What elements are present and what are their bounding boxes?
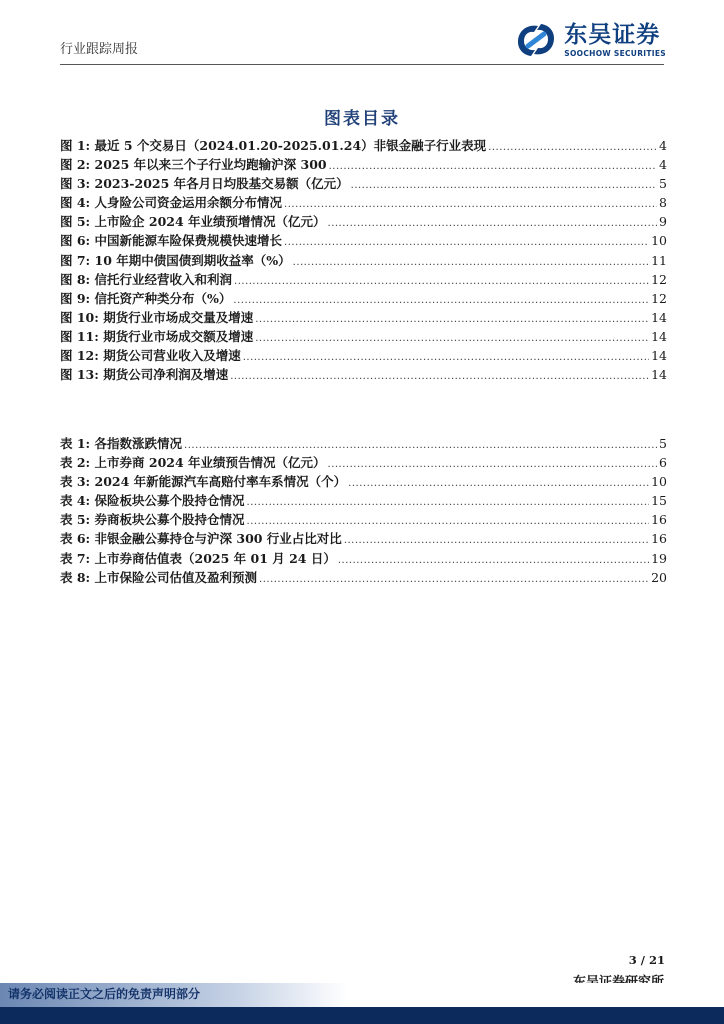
dot-leader — [488, 142, 657, 153]
dot-leader — [234, 276, 649, 287]
dot-leader — [348, 478, 649, 489]
toc-entry-figure-9[interactable] — [60, 289, 667, 308]
dot-leader — [344, 535, 649, 546]
toc-entry-figure-11[interactable] — [60, 327, 667, 346]
toc-entry-page: 5 — [659, 176, 667, 192]
toc-entry-label: 图 12: 期货公司营业收入及增速 — [60, 348, 241, 364]
toc-entry-figure-3[interactable] — [60, 174, 667, 193]
toc-entry-label: 图 7: 10 年期中债国债到期收益率（%） — [60, 252, 291, 268]
toc-entry-page: 16 — [651, 512, 667, 528]
toc-entry-label: 图 9: 信托资产种类分布（%） — [60, 290, 232, 306]
toc-entry-table-3[interactable] — [60, 472, 667, 491]
dot-leader — [247, 516, 650, 527]
figure-list — [60, 136, 667, 384]
toc-entry-table-8[interactable] — [60, 568, 667, 587]
logo-english-name: SOOCHOW SECURITIES — [564, 48, 666, 58]
toc-entry-label: 图 4: 人身险公司资金运用余额分布情况 — [60, 195, 283, 211]
toc-entry-figure-2[interactable] — [60, 155, 667, 174]
dot-leader — [328, 459, 658, 470]
dot-leader — [328, 218, 658, 229]
toc-entry-label: 图 2: 2025 年以来三个子行业均跑输沪深 300 — [60, 157, 327, 173]
toc-entry-label: 图 8: 信托行业经营收入和利润 — [60, 271, 233, 287]
dot-leader — [230, 371, 649, 382]
dot-leader — [184, 440, 657, 451]
toc-entry-label: 表 1: 各指数涨跌情况 — [60, 436, 183, 451]
toc-entry-table-4[interactable] — [60, 491, 667, 510]
toc-entry-table-5[interactable] — [60, 510, 667, 529]
toc-entry-page: 14 — [651, 367, 667, 383]
dot-leader — [255, 314, 649, 325]
toc-entry-label: 表 5: 券商板块公募个股持仓情况 — [60, 512, 245, 528]
logo-chinese-name: 东吴证券 — [564, 21, 661, 48]
toc-entry-page: 4 — [659, 157, 667, 173]
dot-leader — [259, 574, 649, 585]
toc-entry-label: 图 3: 2023-2025 年各月日均股基交易额（亿元） — [60, 176, 349, 192]
toc-entry-label: 图 6: 中国新能源车险保费规模快速增长 — [60, 233, 283, 249]
toc-entry-label: 图 5: 上市险企 2024 年业绩预增情况（亿元） — [60, 214, 326, 230]
toc-entry-label: 表 4: 保险板块公募个股持仓情况 — [60, 493, 245, 509]
toc-entry-figure-7[interactable] — [60, 251, 667, 270]
toc-entry-page: 19 — [651, 550, 667, 566]
toc-entry-figure-4[interactable] — [60, 193, 667, 212]
dot-leader — [284, 237, 649, 248]
toc-entry-table-2[interactable] — [60, 453, 667, 472]
toc-entry-label: 表 6: 非银金融公募持仓与沪深 300 行业占比对比 — [60, 531, 342, 547]
table-list — [60, 434, 667, 587]
toc-entry-page: 8 — [659, 195, 667, 211]
toc-entry-label: 表 2: 上市券商 2024 年业绩预告情况（亿元） — [60, 455, 326, 471]
toc-entry-page: 10 — [651, 233, 667, 249]
toc-entry-page: 14 — [651, 309, 667, 325]
dot-leader — [284, 199, 657, 210]
dot-leader — [247, 497, 650, 508]
toc-entry-label: 图 11: 期货行业市场成交额及增速 — [60, 328, 254, 344]
dot-leader — [255, 333, 649, 344]
dot-leader — [233, 295, 649, 306]
toc-entry-page: 12 — [651, 290, 667, 306]
toc-entry-page: 5 — [659, 436, 667, 451]
toc-entry-label: 表 7: 上市券商估值表（2025 年 01 月 24 日） — [60, 550, 336, 566]
toc-entry-label: 表 8: 上市保险公司估值及盈利预测 — [60, 569, 258, 585]
toc-entry-page: 4 — [659, 138, 667, 153]
toc-entry-table-6[interactable] — [60, 529, 667, 548]
toc-entry-page: 6 — [659, 455, 667, 471]
toc-entry-page: 20 — [651, 569, 667, 585]
toc-entry-page: 14 — [651, 348, 667, 364]
toc-entry-figure-6[interactable] — [60, 231, 667, 250]
toc-entry-page: 9 — [659, 214, 667, 230]
footer-disclaimer[interactable]: 请务必阅读正文之后的免责声明部分 — [8, 987, 201, 1001]
page-number: 3 / 21 — [628, 953, 665, 967]
toc-entry-page: 15 — [651, 493, 667, 509]
dot-leader — [351, 180, 657, 191]
dot-leader — [243, 352, 649, 363]
toc-entry-figure-12[interactable] — [60, 346, 667, 365]
toc-entry-label: 图 10: 期货行业市场成交量及增速 — [60, 309, 254, 325]
footer-band — [0, 1007, 724, 1024]
toc-entry-figure-13[interactable] — [60, 365, 667, 384]
dot-leader — [293, 257, 649, 268]
toc-entry-figure-10[interactable] — [60, 308, 667, 327]
toc-entry-page: 16 — [651, 531, 667, 547]
toc-entry-label: 表 3: 2024 年新能源汽车高赔付率车系情况（个） — [60, 474, 347, 490]
toc-entry-label: 图 13: 期货公司净利润及增速 — [60, 367, 229, 383]
toc-entry-page: 12 — [651, 271, 667, 287]
toc-entry-table-7[interactable] — [60, 549, 667, 568]
toc-entry-figure-1[interactable] — [60, 136, 667, 155]
toc-entry-figure-5[interactable] — [60, 212, 667, 231]
toc-title: 图表目录 — [324, 109, 400, 129]
toc-entry-table-1[interactable] — [60, 434, 667, 453]
soochow-logo-icon — [514, 20, 558, 60]
report-type-label: 行业跟踪周报 — [60, 42, 139, 57]
toc-entry-page: 14 — [651, 328, 667, 344]
toc-entry-figure-8[interactable] — [60, 270, 667, 289]
toc-entry-page: 11 — [651, 252, 667, 268]
dot-leader — [329, 161, 657, 172]
toc-entry-label: 图 1: 最近 5 个交易日（2024.01.20-2025.01.24）非银金融子行业表现 — [60, 138, 487, 153]
toc-entry-page: 10 — [651, 474, 667, 490]
dot-leader — [338, 555, 649, 566]
header-divider — [60, 64, 664, 65]
company-logo — [514, 20, 666, 60]
